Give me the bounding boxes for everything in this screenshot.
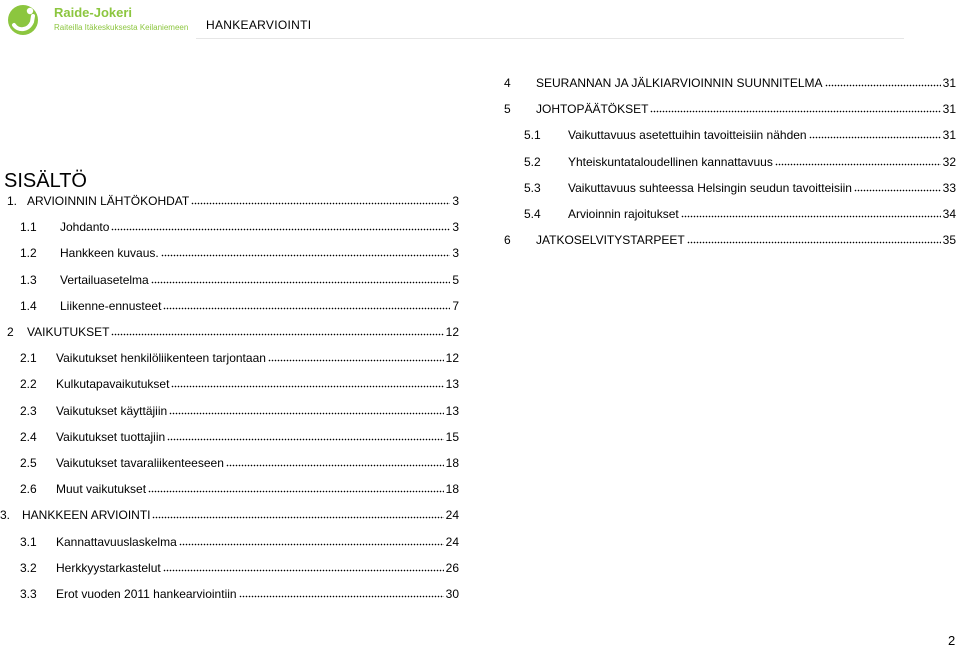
toc-entry[interactable] [0,188,459,214]
toc-entry[interactable] [0,319,459,345]
toc-entry-number: 5.1 [524,128,541,143]
toc-dot-leader [163,564,444,572]
toc-entry-number: 5.2 [524,154,541,169]
toc-dot-leader [151,276,451,284]
toc-entry-number: 2 [7,325,14,340]
toc-entry[interactable] [0,581,459,607]
toc-entry-title: Yhteiskuntataloudellinen kannattavuus [568,154,773,169]
toc-entry-title: Vaikutukset tuottajiin [56,429,166,444]
toc-entry-title: Muut vaikutukset [56,482,147,497]
toc-entry[interactable] [0,371,459,397]
toc-entry[interactable] [504,70,956,96]
toc-entry[interactable] [0,555,459,581]
toc-dot-leader [268,354,444,362]
logo-tagline: Raiteilla Itäkeskuksesta Keilaniemeen [54,23,189,32]
toc-entry[interactable] [0,528,459,554]
toc-entry-number: 5.4 [524,207,541,222]
toc-entry-number: 1.1 [20,220,37,235]
toc-entry-page: 24 [445,508,459,523]
toc-dot-leader [111,223,450,231]
toc-entry[interactable] [0,214,459,240]
toc-entry-page: 34 [942,207,956,222]
toc-entry[interactable] [504,149,956,175]
toc-entry-number: 1.4 [20,298,37,313]
toc-entry-number: 3. [0,508,11,523]
toc-entry-title: VAIKUTUKSET [27,325,110,340]
toc-entry-title: Vaikuttavuus asetettuihin tavoitteisiin nähden [568,128,807,143]
toc-dot-leader [191,197,450,205]
toc-entry[interactable] [504,227,956,253]
toc-dot-leader [854,184,941,192]
toc-entry[interactable] [504,96,956,122]
toc-entry-number: 2.3 [20,403,37,418]
toc-dot-leader [825,79,941,87]
toc-dot-leader [167,433,443,441]
toc-entry-page: 3 [452,220,459,235]
toc-entry[interactable] [0,450,459,476]
toc-entry-number: 2.4 [20,429,37,444]
toc-entry[interactable] [0,476,459,502]
toc-entry-number: 2.6 [20,482,37,497]
toc-entry-page: 13 [445,377,459,392]
toc-entry[interactable] [504,201,956,227]
toc-entry-page: 15 [445,429,459,444]
toc-entry[interactable] [0,424,459,450]
toc-entry-page: 24 [445,534,459,549]
page-header [0,0,960,40]
toc-entry-page: 33 [942,180,956,195]
toc-dot-leader [179,538,444,546]
toc-entry-page: 5 [452,272,459,287]
toc-entry-title: Hankkeen kuvaus. [60,246,159,261]
toc-entry[interactable] [0,345,459,371]
toc-dot-leader [171,380,443,388]
document-title: HANKEARVIOINTI [206,18,312,32]
toc-entry-title: Liikenne-ennusteet [60,298,162,313]
toc-entry[interactable] [0,240,459,266]
toc-entry[interactable] [0,267,459,293]
toc-entry-page: 3 [452,194,459,209]
toc-left-column [0,188,459,607]
toc-entry-number: 3.3 [20,586,37,601]
toc-entry-number: 5 [504,102,511,117]
toc-entry-page: 18 [445,455,459,470]
toc-dot-leader [775,158,941,166]
toc-dot-leader [161,249,451,257]
toc-entry-number: 6 [504,233,511,248]
toc-entry-page: 12 [445,351,459,366]
toc-entry-number: 5.3 [524,180,541,195]
logo-name: Raide-Jokeri [54,5,133,20]
toc-entry-number: 4 [504,76,511,91]
toc-entry-title: Arvioinnin rajoitukset [568,207,679,222]
toc-entry-title: Herkkyystarkastelut [56,560,161,575]
toc-entry-title: Vertailuasetelma [60,272,149,287]
toc-entry-page: 30 [445,586,459,601]
toc-entry-title: JATKOSELVITYSTARPEET [536,233,685,248]
toc-dot-leader [687,236,941,244]
toc-dot-leader [163,302,450,310]
toc-heading: SISÄLTÖ [4,170,87,192]
toc-entry-title: ARVIOINNIN LÄHTÖKOHDAT [27,194,190,209]
toc-entry-title: JOHTOPÄÄTÖKSET [536,102,649,117]
toc-entry[interactable] [0,502,459,528]
toc-dot-leader [148,485,444,493]
toc-entry-number: 2.2 [20,377,37,392]
toc-entry-title: Vaikutukset tavaraliikenteeseen [56,455,224,470]
toc-dot-leader [239,590,444,598]
toc-entry-title: Vaikutukset käyttäjiin [56,403,168,418]
toc-entry-page: 31 [942,102,956,117]
toc-dot-leader [152,511,443,519]
toc-entry-page: 26 [445,560,459,575]
header-rule [196,38,904,39]
toc-entry-title: Erot vuoden 2011 hankearviointiin [56,586,237,601]
toc-entry-number: 1.2 [20,246,37,261]
raide-jokeri-logo-icon [6,3,50,37]
toc-entry-number: 1. [7,194,18,209]
toc-entry-page: 18 [445,482,459,497]
toc-entry-title: Johdanto [60,220,110,235]
toc-entry-number: 2.1 [20,351,37,366]
toc-right-column [504,70,956,253]
toc-entry-title: Kulkutapavaikutukset [56,377,170,392]
toc-entry-page: 35 [942,233,956,248]
toc-entry-number: 3.1 [20,534,37,549]
toc-entry-title: Kannattavuuslaskelma [56,534,177,549]
toc-entry-title: SEURANNAN JA JÄLKIARVIOINNIN SUUNNITELMA [536,76,823,91]
toc-entry-number: 1.3 [20,272,37,287]
toc-dot-leader [111,328,443,336]
toc-entry-title: Vaikutukset henkilöliikenteen tarjontaan [56,351,266,366]
toc-entry[interactable] [504,175,956,201]
toc-entry-page: 32 [942,154,956,169]
toc-entry-page: 12 [445,325,459,340]
toc-entry-page: 13 [445,403,459,418]
toc-entry[interactable] [504,122,956,148]
toc-entry-page: 7 [452,298,459,313]
toc-entry-page: 31 [942,76,956,91]
toc-entry[interactable] [0,398,459,424]
toc-entry-title: HANKKEEN ARVIOINTI [22,508,151,523]
toc-dot-leader [681,210,941,218]
toc-dot-leader [809,131,941,139]
toc-entry-title: Vaikuttavuus suhteessa Helsingin seudun tavoitteisiin [568,180,852,195]
toc-entry-number: 2.5 [20,455,37,470]
toc-entry-number: 3.2 [20,560,37,575]
toc-entry-page: 31 [942,128,956,143]
toc-entry-page: 3 [452,246,459,261]
page-number: 2 [948,633,956,648]
toc-dot-leader [650,105,940,113]
toc-dot-leader [169,407,443,415]
toc-entry[interactable] [0,293,459,319]
toc-dot-leader [226,459,444,467]
